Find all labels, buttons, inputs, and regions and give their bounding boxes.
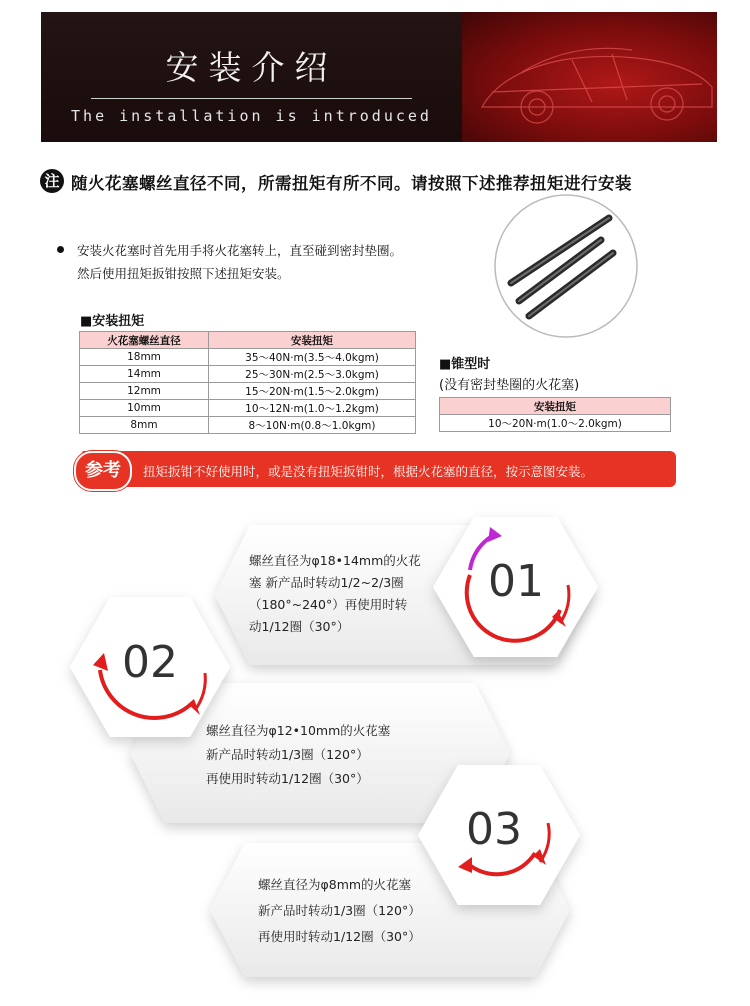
cell-diameter: 10mm (80, 400, 209, 417)
step-01-line: 螺丝直径为φ18•14mm的火花 (249, 553, 421, 568)
cell-torque: 35～40N·m(3.5～4.0kgm) (209, 349, 416, 366)
step-03-line: 再使用时转动1/12圈（30°） (258, 929, 421, 944)
banner-subtitle: The installation is introduced (71, 107, 432, 125)
car-illustration (462, 12, 717, 142)
step-03-number: 03 (466, 804, 522, 855)
taper-heading: ■锥型时 (439, 357, 491, 372)
note-text: 随火花塞螺丝直径不同，所需扭矩有所不同。请按照下述推荐扭矩进行安装 (71, 174, 632, 193)
step-02-line: 螺丝直径为φ12•10mm的火花塞 (206, 723, 391, 738)
step-02-line: 再使用时转动1/12圈（30°） (206, 771, 369, 786)
bullet-icon (57, 246, 64, 253)
step-01-line: 塞 新产品时转动1/2~2/3圈 (249, 575, 404, 590)
banner-divider (91, 98, 412, 99)
taper-column-header: 安装扭矩 (440, 398, 671, 415)
step-03-description (258, 872, 421, 950)
car-image (462, 12, 717, 142)
table-row (80, 400, 416, 417)
cell-diameter: 18mm (80, 349, 209, 366)
taper-table (439, 397, 671, 432)
cell-torque: 15～20N·m(1.5～2.0kgm) (209, 383, 416, 400)
step-01-line: 动1/12圈（30°） (249, 619, 350, 634)
table-row (80, 383, 416, 400)
header-banner (41, 12, 717, 142)
cell-torque: 10～12N·m(1.0～1.2kgm) (209, 400, 416, 417)
cell-torque: 8～10N·m(0.8～1.0kgm) (209, 417, 416, 434)
reference-badge: 参考 (74, 451, 132, 491)
taper-subheading: (没有密封垫圈的火花塞) (439, 378, 580, 393)
note-badge: 注 (40, 169, 64, 193)
table-row (80, 349, 416, 366)
instruction-line-1: 安装火花塞时首先用手将火花塞转上，直至碰到密封垫圈。 (77, 243, 403, 258)
reference-text: 扭矩扳钳不好使用时，或是没有扭矩扳钳时，根据火花塞的直径，按示意图安装。 (143, 464, 594, 479)
torque-table-heading: ■安装扭矩 (80, 314, 145, 329)
step-03-line: 新产品时转动1/3圈（120°） (258, 903, 421, 918)
step-01-line: （180°~240°）再使用时转 (249, 597, 408, 612)
cell-torque: 25～30N·m(2.5～3.0kgm) (209, 366, 416, 383)
cell-diameter: 14mm (80, 366, 209, 383)
taper-cell-torque: 10～20N·m(1.0～2.0kgm) (440, 415, 671, 432)
spark-plug-rods-image (493, 193, 639, 339)
table-row (80, 366, 416, 383)
torque-table (79, 331, 416, 434)
column-header-diameter: 火花塞螺丝直径 (80, 332, 209, 349)
banner-title: 安装介绍 (165, 48, 338, 87)
column-header-torque: 安装扭矩 (209, 332, 416, 349)
instruction-line-2: 然后使用扭矩扳钳按照下述扭矩安装。 (77, 266, 290, 281)
table-row (80, 417, 416, 434)
step-02-line: 新产品时转动1/3圈（120°） (206, 747, 369, 762)
cell-diameter: 12mm (80, 383, 209, 400)
step-02-description (206, 719, 390, 791)
cell-diameter: 8mm (80, 417, 209, 434)
step-02-number: 02 (122, 637, 178, 688)
table-row (440, 415, 671, 432)
step-01-number: 01 (488, 556, 544, 607)
step-01-description (249, 550, 421, 638)
step-03-line: 螺丝直径为φ8mm的火花塞 (258, 877, 412, 892)
